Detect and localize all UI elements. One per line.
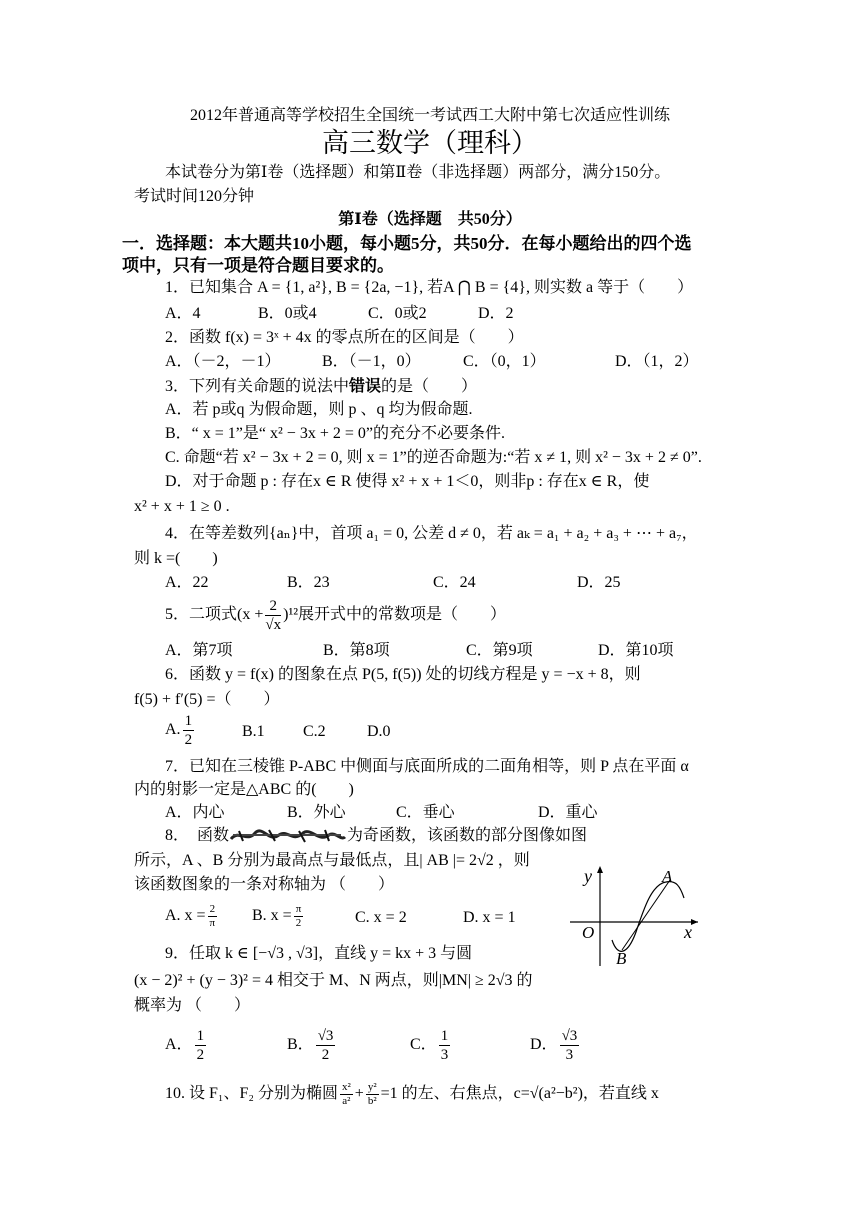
- q9-b-frac: [316, 1027, 336, 1064]
- q6-a-num: 1: [184, 713, 193, 729]
- q9-d-num: √3: [561, 1027, 578, 1044]
- q9-c-num: 1: [440, 1027, 449, 1044]
- q9-a-label: A．: [165, 1036, 193, 1053]
- graph-origin-label: O: [582, 923, 595, 942]
- graph-point-a: A: [662, 867, 673, 886]
- q5-expr-a: (x +: [237, 606, 264, 623]
- q5-frac-num: 2: [265, 597, 281, 616]
- q9-stem: 9．任取 k ∈ [−√3 , √3]，直线 y = kx + 3 与圆: [165, 945, 473, 962]
- q2-option-b: B．（－1，0）: [322, 353, 421, 370]
- q9-a-num: 1: [196, 1027, 205, 1044]
- q9-option-b: [287, 1025, 337, 1065]
- q5-option-b: B．第8项: [323, 642, 390, 659]
- q3-stem-post: 的是（ ）: [381, 378, 478, 395]
- q7-option-d: D．重心: [538, 804, 598, 821]
- exam-title: 2012年普通高等学校招生全国统一考试西工大附中第七次适应性训练: [189, 107, 670, 124]
- q10-f1-num: x²: [341, 1080, 351, 1093]
- q9-d-label: D．: [530, 1036, 558, 1053]
- q9-c-label: C．: [410, 1036, 437, 1053]
- q6-option-a-frac: [183, 712, 195, 749]
- q9-stem-2: (x − 2)² + (y − 3)² = 4 相交于 M、N 两点，则|MN| ≥ 2√3 的: [134, 972, 533, 989]
- q10-stem-pre: 10. 设 F₁、F₂ 分别为椭圆: [165, 1085, 338, 1102]
- q9-c-den: 3: [440, 1046, 449, 1063]
- graph-x-label: x: [684, 922, 692, 942]
- q8-b-frac: [294, 903, 304, 930]
- q9-d-den: 3: [565, 1046, 574, 1063]
- q9-option-d: [530, 1025, 581, 1065]
- q8-option-b: [252, 898, 305, 934]
- q8-option-d: D. x = 1: [463, 909, 516, 926]
- intro-line-1: 本试卷分为第Ⅰ卷（选择题）和第Ⅱ卷（非选择题）两部分，满分150分。: [165, 164, 671, 181]
- q5-option-d: D．第10项: [598, 642, 674, 659]
- q3-stem-emphasis: 错误: [349, 378, 382, 395]
- q4-option-c: C．24: [433, 574, 476, 591]
- instruction-line-1: 一．选择题：本大题共10小题，每小题5分，共50分．在每小题给出的四个选: [122, 234, 692, 253]
- q1-stem: 1．已知集合 A = {1, a²}, B = {2a, −1}, 若A ⋂ B = {4}, 则实数 a 等于（ ）: [165, 279, 694, 296]
- q7-stem: 7．已知在三棱锥 P-ABC 中侧面与底面所成的二面角相等，则 P 点在平面 α: [165, 758, 689, 775]
- q8-b-den: 2: [295, 916, 302, 929]
- q8-a-label: A. x =: [165, 907, 206, 924]
- q10-frac-1: [340, 1081, 353, 1108]
- q6-option-b: B.1: [242, 723, 265, 740]
- q10-plus: +: [354, 1085, 364, 1102]
- q6-option-a-label: A.: [165, 721, 181, 739]
- q8-stem: [165, 826, 587, 846]
- q8-option-c: C. x = 2: [355, 909, 407, 926]
- q10-f2-den: b²: [367, 1094, 377, 1107]
- q8-stem-post: 为奇函数，该函数的部分图像如图: [347, 827, 588, 844]
- q9-a-den: 2: [196, 1046, 205, 1063]
- q6-a-den: 2: [184, 732, 193, 748]
- q9-c-frac: [439, 1027, 451, 1064]
- q7-option-b: B．外心: [287, 804, 346, 821]
- q8-stem-2: 所示，A 、B 分别为最高点与最低点，且| AB |= 2√2 ，则: [134, 852, 530, 869]
- q5-expr-b: )¹²: [283, 606, 299, 623]
- intro-line-2: 考试时间120分钟: [134, 188, 255, 205]
- q4-option-d: D．25: [577, 574, 621, 591]
- q5-frac-den: √x: [265, 616, 282, 633]
- q6-stem-2: f(5) + f′(5) =（ ）: [134, 691, 280, 708]
- q3-stem-pre: 3．下列有关命题的说法中: [165, 378, 350, 395]
- q7-stem-2: 内的射影一定是△ABC 的( ): [134, 781, 354, 798]
- q4-option-a: A．22: [165, 574, 209, 591]
- q1-option-d: D．2: [478, 305, 514, 322]
- q9-stem-3: 概率为 （ ）: [134, 997, 251, 1014]
- obscured-formula-image: [229, 827, 347, 845]
- q2-stem: 2．函数 f(x) = 3ˣ + 4x 的零点所在的区间是（ ）: [165, 329, 524, 346]
- part1-title: 第Ⅰ卷（选择题 共50分）: [338, 211, 522, 228]
- q8-a-num: 2: [209, 902, 216, 915]
- q9-d-frac: [560, 1027, 580, 1064]
- q6-option-a: [165, 712, 196, 749]
- q1-option-c: C．0或2: [368, 305, 427, 322]
- graph-y-label: y: [584, 866, 592, 886]
- x-axis-arrow: [691, 919, 698, 925]
- q6-option-d: D.0: [367, 723, 391, 740]
- q9-a-frac: [195, 1027, 207, 1064]
- q7-option-c: C．垂心: [396, 804, 455, 821]
- q10-stem: [165, 1074, 659, 1114]
- q1-option-a: A．4: [165, 305, 201, 322]
- q7-option-a: A．内心: [165, 804, 225, 821]
- q5-stem-post: 展开式中的常数项是（ ）: [298, 606, 507, 623]
- q3-option-b: B．“ x = 1”是“ x² − 3x + 2 = 0”的充分不必要条件.: [165, 425, 505, 442]
- q3-option-d: D．对于命题 p : 存在x ∈ R 使得 x² + x + 1＜0，则非p : 存在x ∈ R，使: [165, 473, 650, 490]
- subject-title: 高三数学（理科）: [322, 128, 538, 159]
- q1-option-b: B．0或4: [258, 305, 317, 322]
- q8-a-den: π: [209, 916, 216, 929]
- q3-option-a: A．若 p或q 为假命题，则 p 、q 均为假命题.: [165, 401, 473, 418]
- q10-f2-num: y²: [367, 1080, 377, 1093]
- q8-sine-graph: [570, 862, 702, 968]
- q9-option-a: [165, 1025, 208, 1065]
- q6-stem: 6．函数 y = f(x) 的图象在点 P(5, f(5)) 处的切线方程是 y = −x + 8，则: [165, 666, 641, 683]
- q9-b-num: √3: [317, 1027, 334, 1044]
- q5-stem: [165, 595, 506, 635]
- q10-frac-2: [366, 1081, 379, 1108]
- q6-option-c: C.2: [303, 723, 326, 740]
- instruction-line-2: 项中，只有一项是符合题目要求的。: [122, 256, 394, 275]
- q3-stem: [165, 377, 477, 397]
- q8-a-frac: [208, 903, 218, 930]
- q2-option-c: C．（0，1）: [463, 353, 546, 370]
- q5-stem-pre: 5．二项式: [165, 606, 238, 623]
- q10-stem-post: =1 的左、右焦点，c=√(a²−b²)，若直线 x: [380, 1085, 659, 1102]
- q4-stem: 4．在等差数列{aₙ}中，首项 a₁ = 0, 公差 d ≠ 0，若 aₖ = a₁ + a₂ + a₃ + ⋯ + a₇，: [165, 525, 698, 542]
- q8-b-label: B. x =: [252, 907, 292, 924]
- q2-option-d: D．（1，2）: [615, 353, 699, 370]
- q3-option-c: C. 命题“若 x² − 3x + 2 = 0, 则 x = 1”的逆否命题为:“若 x ≠ 1, 则 x² − 3x + 2 ≠ 0”.: [165, 449, 702, 466]
- q4-option-b: B．23: [287, 574, 330, 591]
- graph-point-b: B: [616, 949, 627, 968]
- q9-option-c: [410, 1025, 452, 1065]
- q5-fraction: [265, 597, 281, 634]
- q8-b-num: π: [295, 902, 302, 915]
- q9-b-label: B．: [287, 1036, 314, 1053]
- q2-option-a: A．（－2，－1）: [165, 353, 281, 370]
- q8-stem-3: 该函数图象的一条对称轴为 （ ）: [134, 876, 395, 893]
- q9-b-den: 2: [321, 1046, 330, 1063]
- segment-ab: [622, 880, 670, 950]
- sine-curve: [612, 882, 684, 952]
- y-axis-arrow: [597, 866, 603, 873]
- q4-stem-2: 则 k =( ): [134, 550, 218, 567]
- q8-stem-pre: 8． 函数: [165, 827, 230, 844]
- q10-f1-den: a²: [342, 1094, 351, 1107]
- q5-option-a: A．第7项: [165, 642, 233, 659]
- q8-option-a: [165, 898, 219, 934]
- q3-option-d-cont: x² + x + 1 ≥ 0 .: [134, 498, 230, 515]
- q5-option-c: C．第9项: [466, 642, 533, 659]
